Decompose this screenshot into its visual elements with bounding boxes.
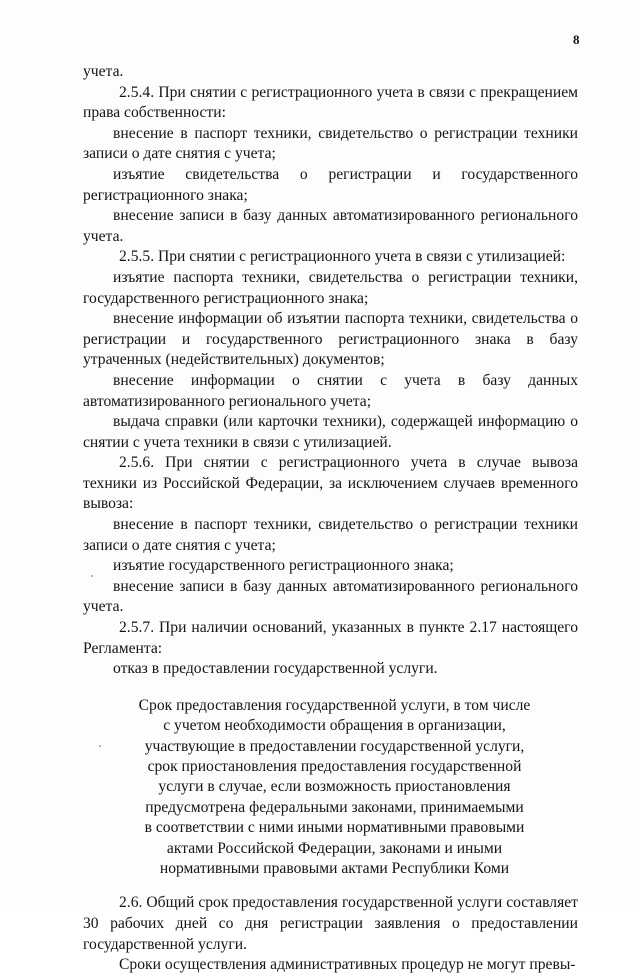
scan-speck (91, 575, 93, 577)
scan-speck (99, 745, 101, 747)
paragraph: изъятие свидетельства о регистрации и государственного регистрационного знака; (83, 165, 578, 204)
paragraph: 2.6. Общий срок предоставления государственной услуги составляет 30 рабочих дней со дня регистрации заявления о предоставлении государственной услуги. (83, 894, 578, 953)
paragraph: внесение записи в базу данных автоматизированного регионального учета. (83, 577, 578, 616)
paragraph: 2.5.6. При снятии с регистрационного учета в случае вывоза техники из Российской Федерации, за исключением случаев временного вывоза: (83, 454, 578, 513)
paragraph: 2.5.7. При наличии оснований, указанных в пункте 2.17 настоящего Регламента: (83, 619, 578, 657)
heading-line: актами Российской Федерации, законами и иными (166, 839, 503, 857)
paragraph: Сроки осуществления административных процедур не могут превы- (119, 956, 576, 974)
paragraph: выдача справки (или карточки техники), содержащей информацию о снятии с учета техники в связи с утилизацией. (83, 413, 578, 451)
paragraph: изъятие государственного регистрационного знака; (113, 557, 454, 575)
heading-line: с учетом необходимости обращения в организации, (163, 717, 506, 735)
heading-line: в соответствии с ними иными нормативными правовыми (144, 819, 525, 837)
paragraph: внесение в паспорт техники, свидетельство о регистрации техники записи о дате снятия с учета; (83, 516, 578, 554)
paragraph: изъятие паспорта техники, свидетельства о регистрации техники, государственного регистрационного знака; (83, 268, 578, 307)
document-body (83, 62, 578, 976)
paragraph: внесение информации об изъятии паспорта техники, свидетельства о регистрации и государственного регистрационного знака в базу утраченных (недействительных) документов; (83, 310, 578, 369)
paragraph: внесение информации о снятии с учета в базу данных автоматизированного регионального учета; (83, 371, 578, 410)
heading-line: Срок предоставления государственной услуги, в том числе (138, 696, 531, 714)
paragraph: отказ в предоставлении государственной услуги. (113, 660, 438, 678)
page-number: 8 (573, 32, 580, 47)
section-2-5-text (83, 62, 578, 680)
paragraph: внесение в паспорт техники, свидетельство о регистрации техники записи о дате снятия с учета; (83, 124, 578, 163)
paragraph: учета. (83, 63, 124, 80)
section-heading (83, 696, 578, 880)
heading-line: срок приостановления предоставления государственной (147, 758, 522, 776)
heading-line: участвующие в предоставлении государственной услуги, (144, 737, 525, 755)
paragraph: 2.5.4. При снятии с регистрационного учета в связи с прекращением права собственности: (83, 83, 578, 122)
heading-line: услуги в случае, если возможность приостановления (158, 778, 511, 796)
heading-line: нормативными правовыми актами Республики Коми (159, 860, 510, 878)
section-2-6-text (83, 893, 578, 975)
paragraph: 2.5.5. При снятии с регистрационного учета в связи с утилизацией: (119, 248, 566, 266)
paragraph: внесение записи в базу данных автоматизированного регионального учета. (83, 207, 578, 245)
heading-line: предусмотрена федеральными законами, принимаемыми (145, 798, 524, 816)
